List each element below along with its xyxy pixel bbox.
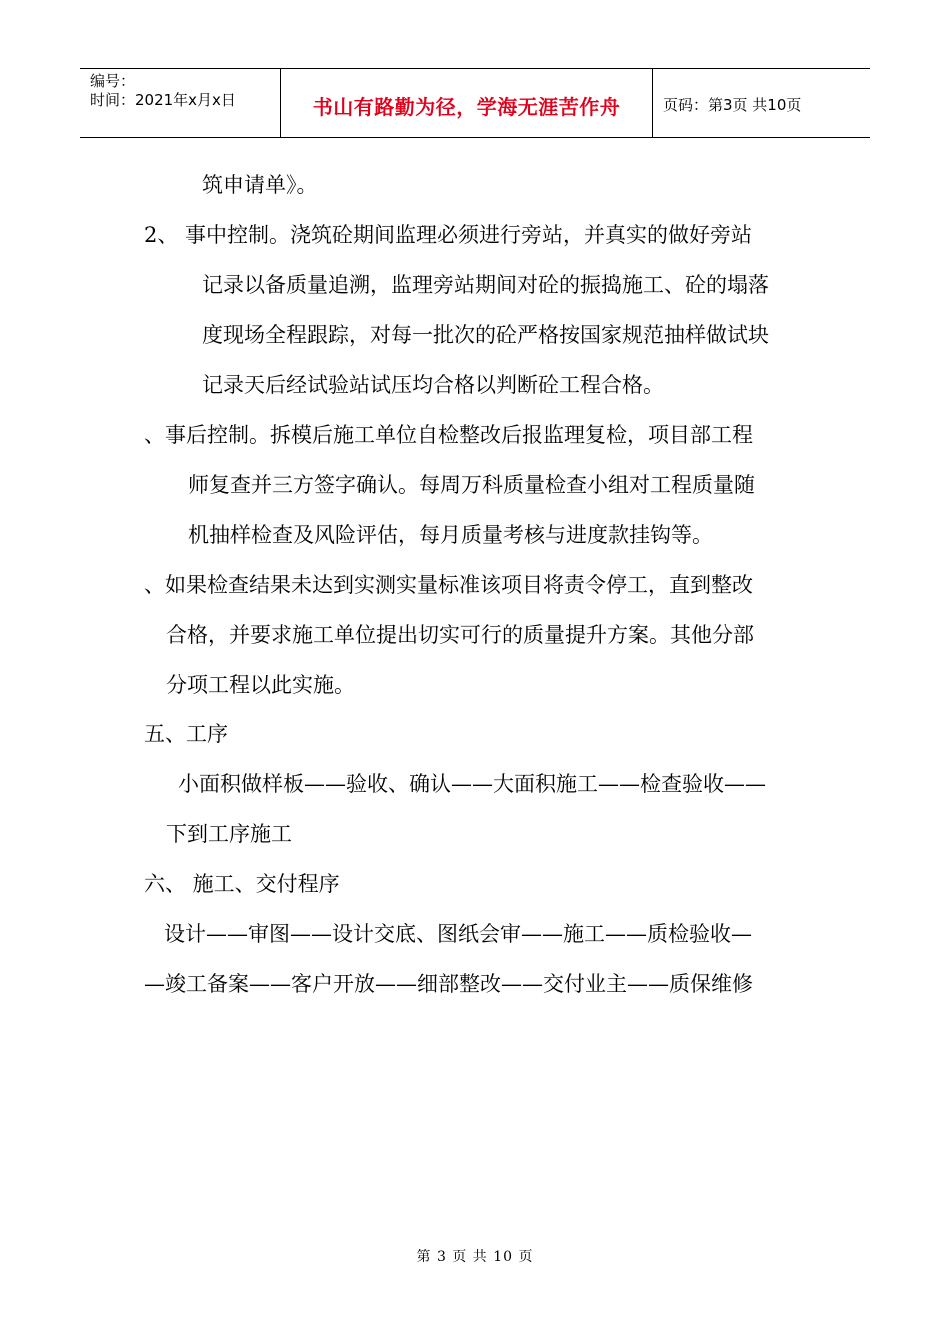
body-line: 记录以备质量追溯，监理旁站期间对砼的振捣施工、砼的塌落	[202, 273, 769, 297]
body-line: 记录天后经试验站试压均合格以判断砼工程合格。	[202, 373, 664, 397]
body-line: 设计——审图——设计交底、图纸会审——施工——质检验收—	[164, 922, 752, 946]
body-line: 合格，并要求施工单位提出切实可行的质量提升方案。其他分部	[166, 623, 754, 647]
body-line: 下到工序施工	[166, 822, 292, 846]
body-line: 机抽样检查及风险评估，每月质量考核与进度款挂钩等。	[188, 523, 713, 547]
section-heading: 六、 施工、交付程序	[144, 872, 340, 896]
document-number-label: 编号：	[90, 72, 136, 90]
body-line: 师复查并三方签字确认。每周万科质量检查小组对工程质量随	[188, 473, 755, 497]
header-page-info: 页码：第3页 共10页	[663, 95, 802, 114]
body-line: —竣工备案——客户开放——细部整改——交付业主——质保维修	[144, 972, 753, 996]
header-table	[80, 68, 870, 138]
body-line: 筑申请单》。	[202, 173, 318, 197]
body-line: 度现场全程跟踪，对每一批次的砼严格按国家规范抽样做试块	[202, 323, 769, 347]
body-line: 小面积做样板——验收、确认——大面积施工——检查验收——	[178, 772, 766, 796]
section-heading: 五、工序	[144, 722, 228, 746]
body-line: 、如果检查结果未达到实测实量标准该项目将责令停工，直到整改	[144, 573, 753, 597]
body-line: 2、 事中控制。浇筑砼期间监理必须进行旁站，并真实的做好旁站	[144, 223, 753, 247]
document-time-label: 时间：2021年x月x日	[90, 91, 236, 109]
page-footer: 第 3 页 共 10 页	[416, 1249, 534, 1265]
body-line: 分项工程以此实施。	[166, 673, 355, 697]
header-motto: 书山有路勤为径，学海无涯苦作舟	[281, 69, 653, 137]
header-left-cell	[80, 69, 281, 137]
body-line: 、事后控制。拆模后施工单位自检整改后报监理复检，项目部工程	[144, 423, 753, 447]
